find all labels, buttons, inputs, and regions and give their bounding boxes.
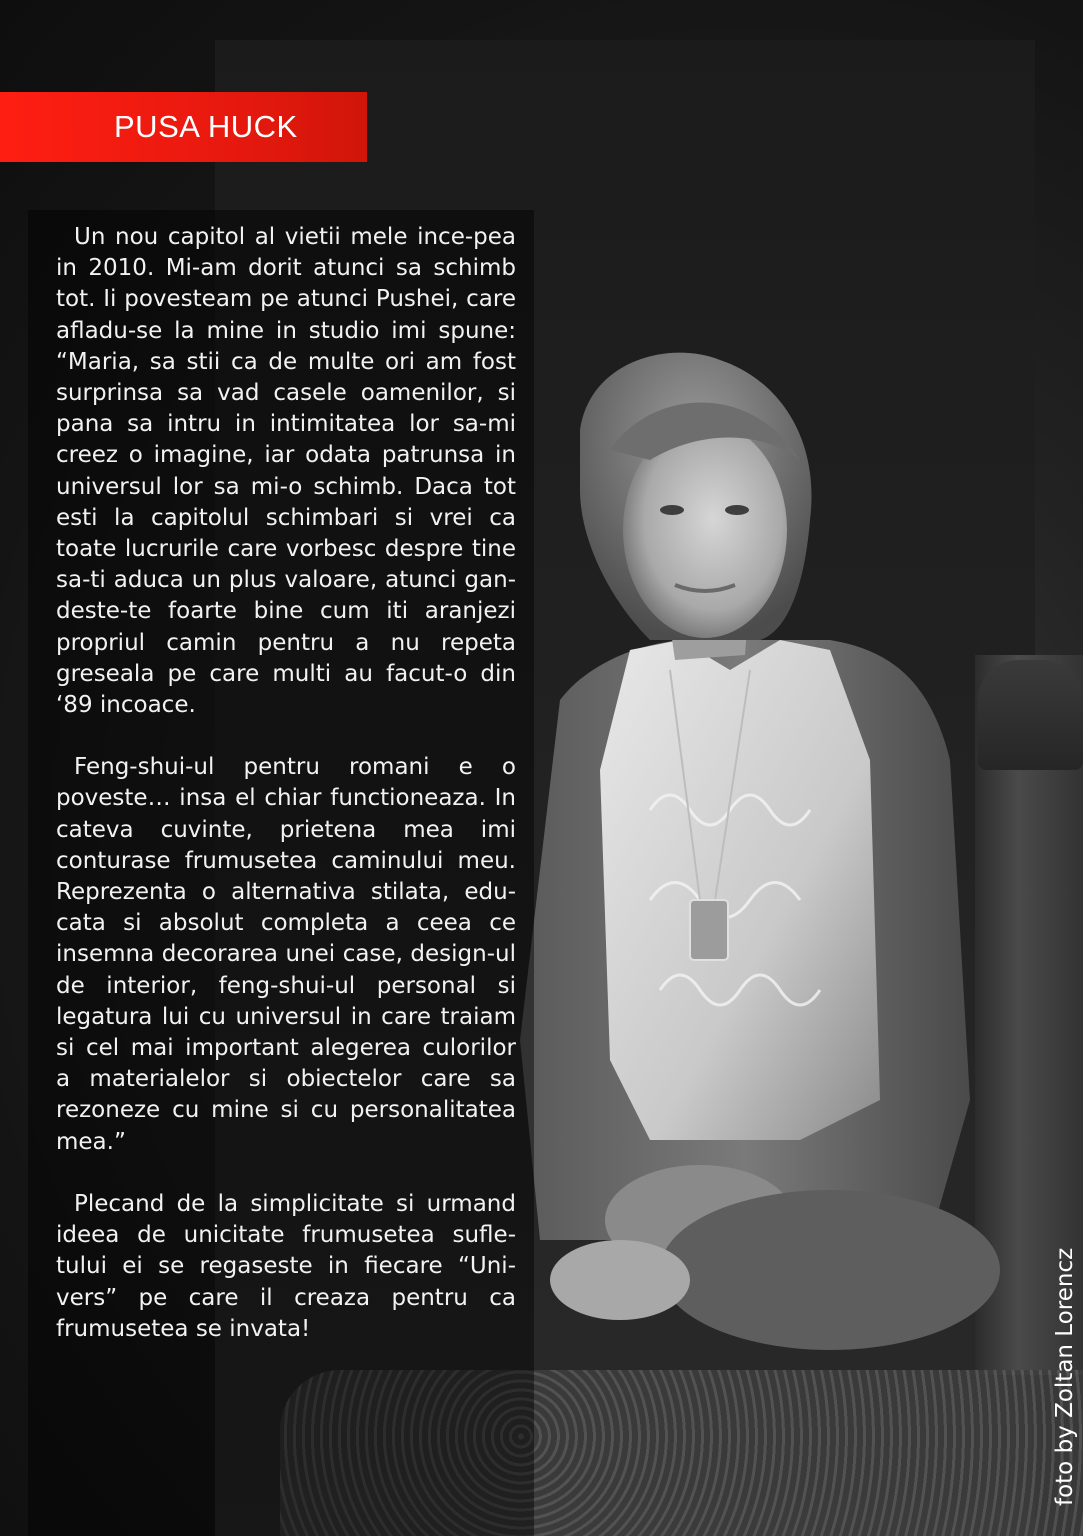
article-body <box>56 222 516 1376</box>
article-paragraph-1: Un nou capitol al vietii mele ince-pea in 2010. Mi-am dorit atunci sa schimb tot. Ii povesteam pe atunci Pushei, care afladu-se la mine in studio imi spune: “Maria, sa stii ca de multe ori am fost surprinsa sa vad casele oamenilor, si pana sa intru in intimitatea lor sa-mi creez o imagine, iar odata patrunsa in universul lor sa mi-o schimb. Daca tot esti la capitolul schimbari si vrei ca toate lucrurile care vorbesc despre tine sa-ti aduca un plus valoare, atunci gan-deste-te foarte bine cum iti aranjezi propriul camin pentru a nu repeta greseala pe care multi au facut-o din ‘89 incoace. <box>56 224 516 719</box>
page-title: PUSA HUCK <box>114 109 298 144</box>
portrait-photo <box>500 340 1020 1400</box>
article-paragraph-2: Feng-shui-ul pentru romani e o poveste… insa el chiar functioneaza. In cateva cuvinte, prietena mea imi conturase frumusetea caminului meu. Reprezenta o alternativa stilata, edu-cata si absolut completa a ceea ce insemna decorarea unei case, design-ul de interior, feng-shui-ul personal si legatura lui cu universul in care traiam si cel mai important alegerea culorilor a materialelor si obiectelor care sa rezoneze cu mine si cu personalitatea mea.” <box>56 754 516 1155</box>
title-banner <box>0 92 367 162</box>
article-paragraph-3: Plecand de la simplicitate si urmand ideea de unicitate frumusetea sufle-tului ei se regaseste in fiecare “Uni-vers” pe care il creaza pentru ca frumusetea se invata! <box>56 1190 516 1342</box>
photo-credit: foto by Zoltan Lorencz <box>1052 1247 1078 1506</box>
portrait-illustration <box>500 340 1020 1400</box>
